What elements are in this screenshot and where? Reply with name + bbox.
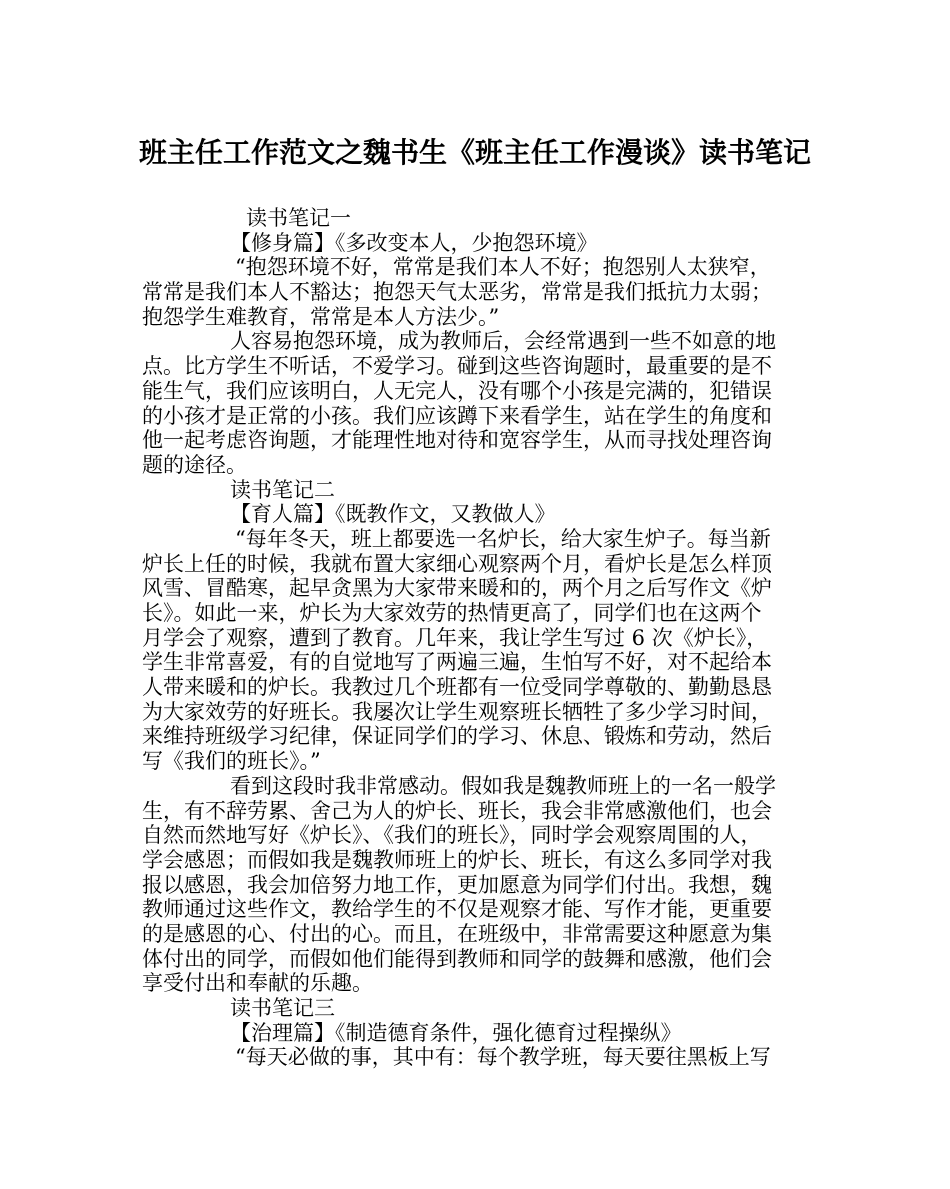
document-title: 班主任工作范文之魏书生《班主任工作漫谈》读书笔记 <box>138 136 811 169</box>
note2-heading: 读书笔记二 <box>230 477 335 502</box>
note2-para-line: 学会感恩；而假如我是魏教师班上的炉长、班长，有这么多同学对我 <box>142 847 772 872</box>
note3-chapter: 【治理篇】《制造德育条件，强化德育过程操纵》 <box>230 1020 682 1045</box>
note3-heading: 读书笔记三 <box>230 996 335 1020</box>
note1-para-line: 题的途径。 <box>142 452 247 477</box>
document-body <box>142 206 822 1070</box>
note2-quote-line: 学生非常喜爱，有的自觉地写了两遍三遍，生怕写不好，对不起给本 <box>142 650 772 675</box>
note2-quote-line: 写《我们的班长》。” <box>142 749 321 774</box>
note2-quote-line: 为大家效劳的好班长。我屡次让学生观察班长牺牲了多少学习时间， <box>142 699 772 724</box>
note1-para-line: 的小孩才是正常的小孩。我们应该蹲下来看学生，站在学生的角度和 <box>142 403 772 428</box>
note2-quote-line: “每年冬天，班上都要选一名炉长，给大家生炉子。每当新 <box>235 526 771 551</box>
note1-para-line: 点。比方学生不听话，不爱学习。碰到这些咨询题时，最重要的是不 <box>142 354 772 379</box>
note1-heading: 读书笔记一 <box>246 206 351 230</box>
note1-quote-line: 抱怨学生难教育，常常是本人方法少。” <box>142 304 500 329</box>
note2-para-line: 的是感恩的心、付出的心。而且，在班级中，非常需要这种愿意为集 <box>142 921 772 946</box>
note2-quote-line: 来维持班级学习纪律，保证同学们的学习、休息、锻炼和劳动，然后 <box>142 724 772 749</box>
note2-quote-line: 月学会了观察，遭到了教育。几年来，我让学生写过 6 次《炉长》， <box>142 625 768 650</box>
note1-quote-line: “抱怨环境不好，常常是我们本人不好；抱怨别人太狭窄， <box>235 255 771 280</box>
note2-quote-line: 长》。如此一来，炉长为大家效劳的热情更高了，同学们也在这两个 <box>142 601 762 625</box>
note1-quote-line: 常常是我们本人不豁达；抱怨天气太恶劣，常常是我们抵抗力太弱； <box>142 280 772 305</box>
note2-para-line: 生，有不辞劳累、舍己为人的炉长、班长，我会非常感激他们，也会 <box>142 798 772 823</box>
note2-para-line: 享受付出和奉献的乐趣。 <box>142 971 373 996</box>
note2-para-line: 自然而然地写好《炉长》、《我们的班长》，同时学会观察周围的人， <box>142 823 762 848</box>
note2-quote-line: 风雪、冒酷寒，起早贪黑为大家带来暖和的，两个月之后写作文《炉 <box>142 576 772 601</box>
note2-para-line: 教师通过这些作文，教给学生的不仅是观察才能、写作才能，更重要 <box>142 897 772 922</box>
note2-quote-line: 炉长上任的时候，我就布置大家细心观察两个月，看炉长是怎么样顶 <box>142 551 772 576</box>
note1-para-line: 人容易抱怨环境，成为教师后，会经常遇到一些不如意的地 <box>230 329 776 354</box>
note2-para-line: 看到这段时我非常感动。假如我是魏教师班上的一名一般学 <box>230 773 776 798</box>
note2-quote-line: 人带来暖和的炉长。我教过几个班都有一位受同学尊敬的、勤勤恳恳 <box>142 675 772 700</box>
note2-para-line: 体付出的同学，而假如他们能得到教师和同学的鼓舞和感激，他们会 <box>142 946 772 971</box>
note3-quote-line: “每天必做的事，其中有：每个教学班，每天要往黑板上写 <box>235 1045 771 1070</box>
note2-chapter: 【育人篇】《既教作文，又教做人》 <box>230 502 556 527</box>
note2-para-line: 报以感恩，我会加倍努力地工作，更加愿意为同学们付出。我想，魏 <box>142 872 772 897</box>
note1-chapter: 【修身篇】《多改变本人，少抱怨环境》 <box>230 230 598 255</box>
note1-para-line: 能生气，我们应该明白，人无完人，没有哪个小孩是完满的，犯错误 <box>142 378 772 403</box>
note1-para-line: 他一起考虑咨询题，才能理性地对待和宽容学生，从而寻找处理咨询 <box>142 428 772 453</box>
